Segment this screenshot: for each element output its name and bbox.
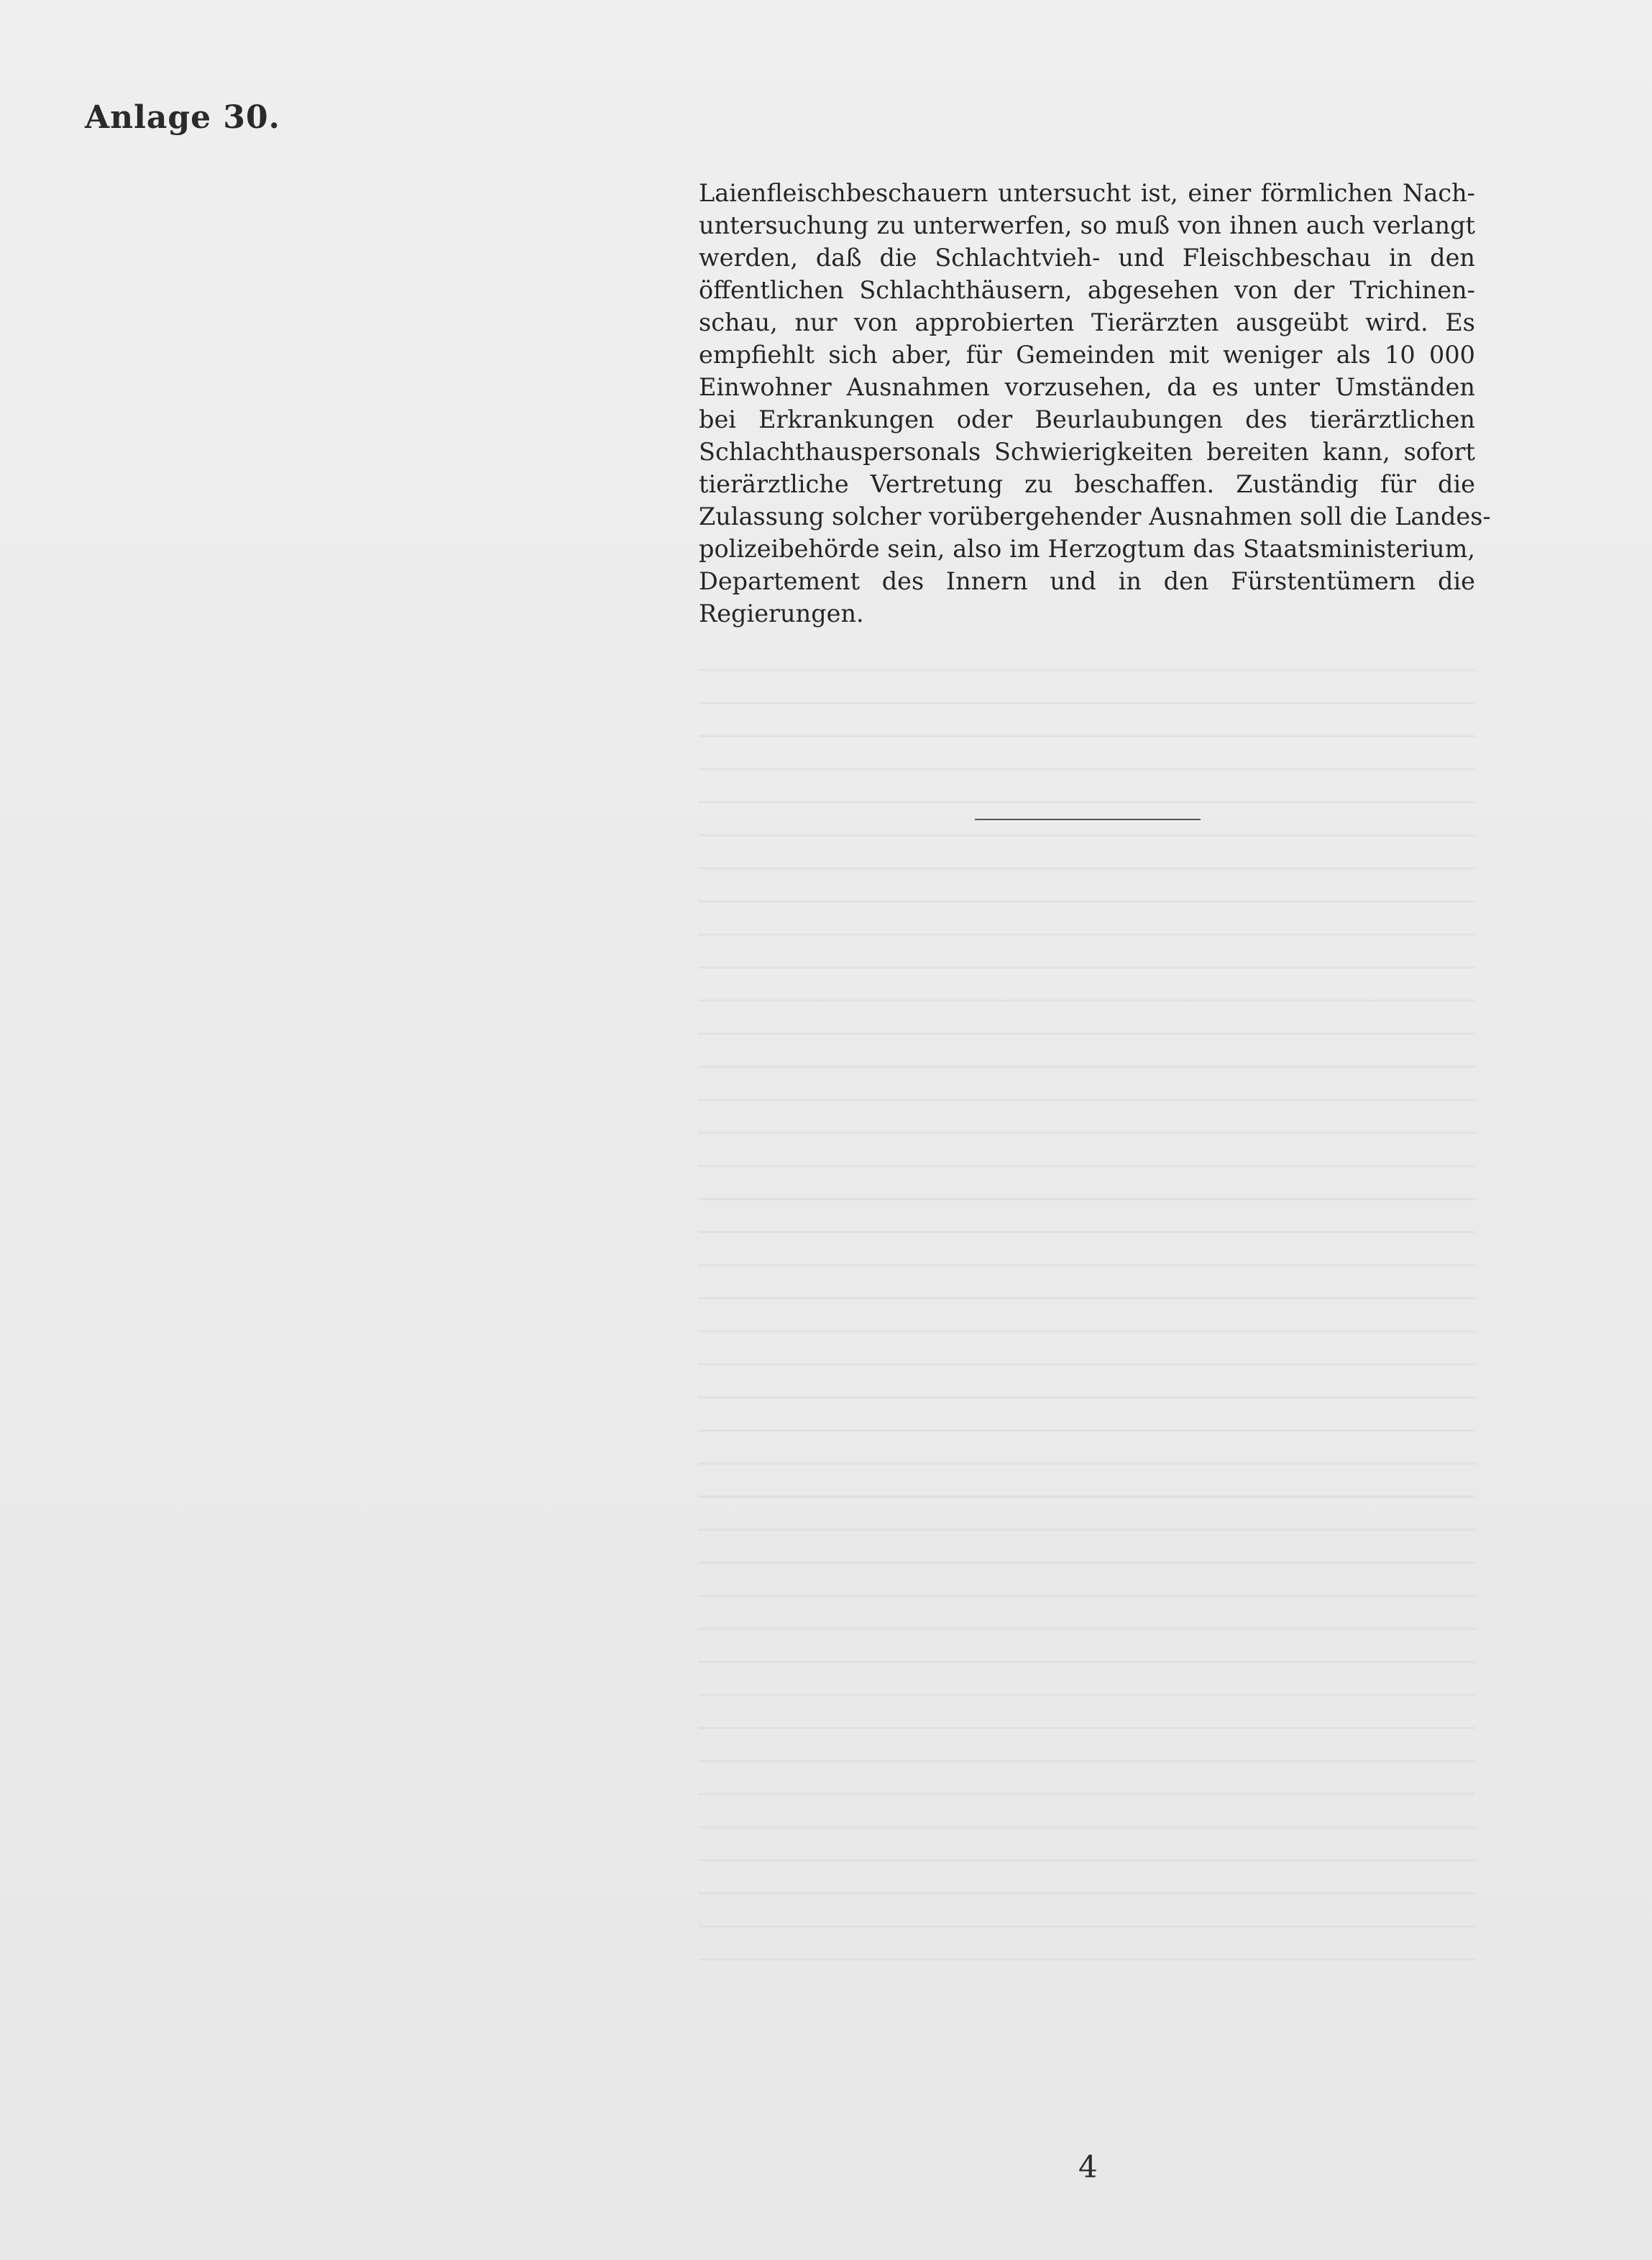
- text-line: werden, daß die Schlachtvieh- und Fleischbeschau in den: [699, 244, 1475, 272]
- text-line: Schlachthauspersonals Schwierigkeiten bereiten kann, sofort: [699, 438, 1475, 466]
- text-line: Zulassung solcher vorübergehender Ausnahmen soll die Landes-: [699, 502, 1491, 530]
- text-line: öffentlichen Schlachthäusern, abgesehen von der Trichinen-: [699, 276, 1475, 304]
- text-line: bei Erkrankungen oder Beurlaubungen des tierärztlichen: [699, 405, 1475, 433]
- annex-label: Anlage 30.: [85, 99, 280, 136]
- text-line: Einwohner Ausnahmen vorzusehen, da es unter Umständen: [699, 373, 1475, 401]
- page-number: 4: [1078, 2149, 1098, 2185]
- section-divider: [975, 819, 1201, 820]
- text-line: Regierungen.: [699, 600, 864, 628]
- text-line: schau, nur von approbierten Tierärzten ausgeübt wird. Es: [699, 308, 1475, 336]
- text-line: polizeibehörde sein, also im Herzogtum das Staatsministerium,: [699, 535, 1475, 563]
- text-line: untersuchung zu unterwerfen, so muß von ihnen auch verlangt: [699, 211, 1475, 239]
- text-line: Departement des Innern und in den Fürstentümern die: [699, 567, 1475, 595]
- text-line: empfiehlt sich aber, für Gemeinden mit weniger als 10 000: [699, 341, 1475, 369]
- body-paragraph: [699, 177, 1491, 630]
- text-line: tierärztliche Vertretung zu beschaffen. Zuständig für die: [699, 470, 1475, 498]
- show-through-texture: [699, 647, 1475, 1984]
- text-line: Laienfleischbeschauern untersucht ist, einer förmlichen Nach-: [699, 179, 1475, 207]
